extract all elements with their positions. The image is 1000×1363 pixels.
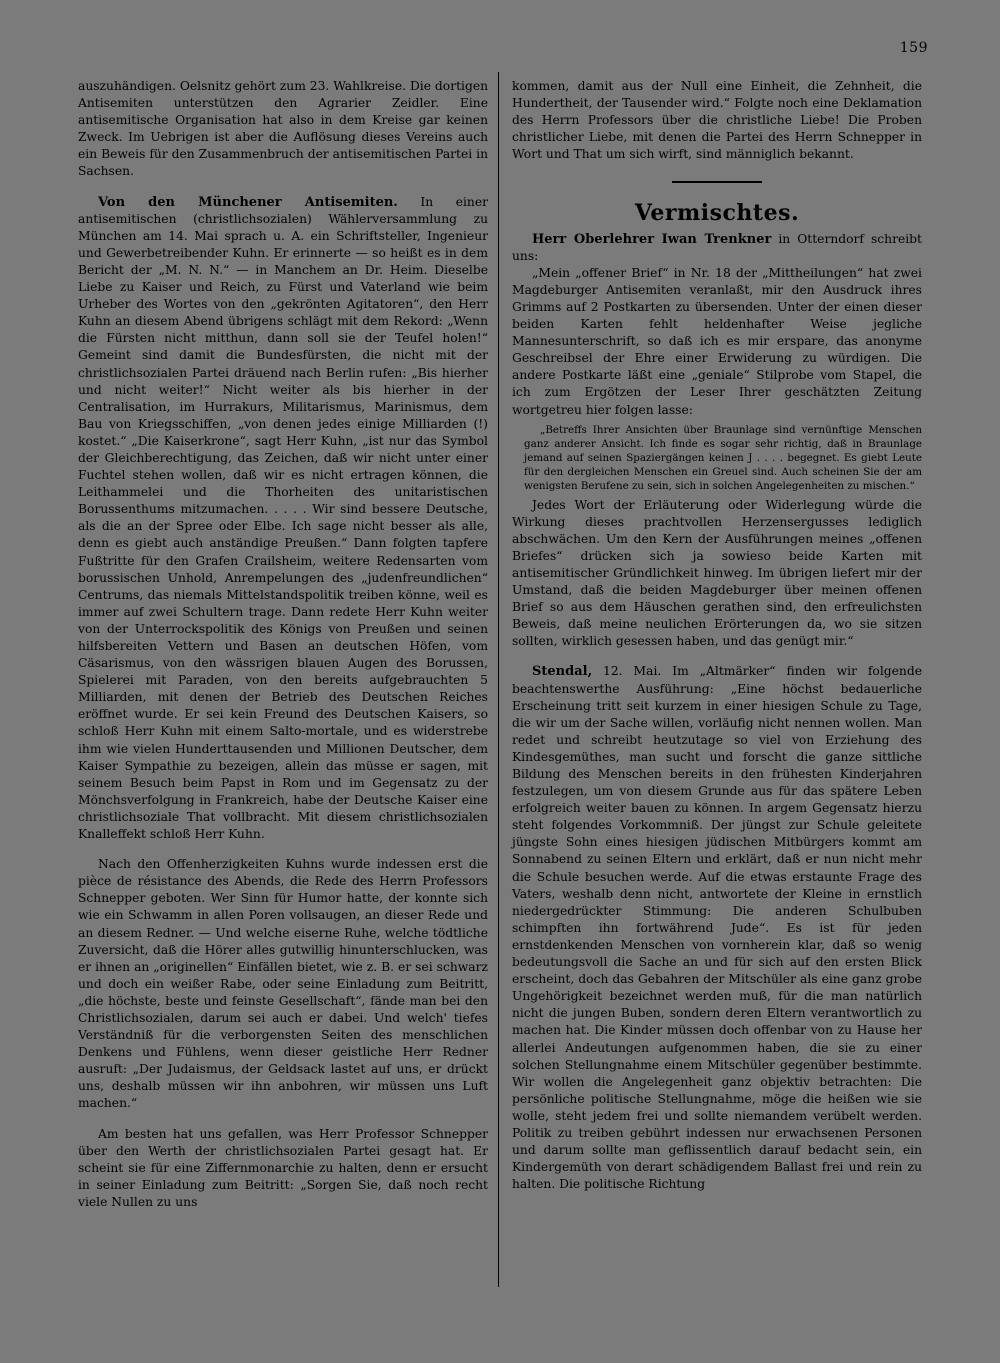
paragraph: Nach den Offenherzigkeiten Kuhns wurde indessen erst die pièce de résistance des Abends, die Rede des Herrn Professors Schnepper geboten. Wer Sinn für Humor hatte, der konnte sich wie ein Schwamm in allen Poren vollsaugen, an dieser Rede und an diesem Redner. — Und welche eiserne Ruhe, welche tödtliche Zuversicht, daß die Hörer alles gutwillig hinunterschlucken, was er ihnen an „originellen“ Einfällen bietet, wie z. B. er sei schwarz und doch ein weißer Rabe, oder seine Einladung zum Beitritt, „die höchste, beste und feinste Gesellschaft“, fände man bei den Christlichsozialen, darum sei auch er dabei. Und welch' tiefes Verständniß für die verborgensten Seiten des menschlichen Denkens und Fühlens, wenn dieser geistliche Herr Redner ausruft: „Der Judaismus, der Geldsack lastet auf uns, er drückt uns, deshalb müssen wir ihn anbohren, wir müssen uns Luft machen.“ bbox=[78, 857, 488, 1111]
article-headline: Von den Münchener Antisemiten. bbox=[98, 194, 398, 210]
article-headline: Herr Oberlehrer Iwan Trenkner bbox=[532, 231, 772, 247]
article-headline: Stendal, bbox=[532, 664, 593, 680]
section-title: Vermischtes. bbox=[634, 200, 800, 227]
paragraph bbox=[512, 231, 922, 265]
paragraph: auszuhändigen. Oelsnitz gehört zum 23. Wahlkreise. Die dortigen Antisemiten unterstützen den Agrarier Zeidler. Eine antisemitische Organisation hat also in dem Kreise gar keinen Zweck. Im Uebrigen ist aber die Auflösung dieses Vereins auch ein Beweis für den Zusammenbruch der antisemitischen Partei in Sachsen. bbox=[78, 79, 489, 179]
paragraph: Am besten hat uns gefallen, was Herr Professor Schnepper über den Werth der christlichsozialen Partei gesagt hat. Er scheint sie für eine Ziffernmonarchie zu halten, denn er ersucht in seiner Einladung zum Beitritt: „Sorgen Sie, daß noch recht viele Nullen zu uns bbox=[78, 1126, 488, 1209]
left-column bbox=[78, 78, 488, 1211]
paragraph-text: In einer antisemitischen (christlichsozialen) Wählerversammlung zu München am 14. Mai sprach u. A. ein Schriftsteller, Ingenieur und Gewerbetreibender Kuhn. Er erinnerte — so heißt es in dem Bericht der „M. N. N.“ — in Manchem an Dr. Heim. Dieselbe Liebe zu Kaiser und Reich, zu Fürst und Vaterland wie beim Urheber des Wortes von den „gekrönten Agitatoren“, den Herr Kuhn an diesem Abend übrigens schlägt mit dem Rekord: „Wenn die Fürsten nicht mitthun, dann soll sie der Teufel holen!“ Gemeint sind damit die Bundesfürsten, die nicht mit der christlichsozialen Partei dräuend nach Berlin rufen: „Bis hierher und nicht weiter!“ Nicht weiter als bis hierher in der Centralisation, im Hurrakurs, Militarismus, Marinismus, dem Bau von Kriegsschiffen, „von denen jedes einige Milliarden (!) kostet.“ „Die Kaiserkrone“, sagt Herr Kuhn, „ist nur das Symbol der Gleichberechtigung, das Zeichen, daß wir nicht unter einer Fuchtel stehen wollen, daß wir es nicht ertragen können, die Leithammelei und die Thorheiten des unitaristischen Borussenthums mitzumachen. . . . . Wir sind bessere Deutsche, als die an der Spree oder Elbe. Ich sage nicht besser als alle, denn es giebt auch anständige Preußen.“ Dann folgten tapfere Fußtritte für den Grafen Crailsheim, weitere Redensarten vom borussischen Unhold, Anrempelungen des „judenfreundlichen“ Centrums, das niemals Mittelstandspolitik treiben könne, weil es immer auf zwei Schultern trage. Dann redete Herr Kuhn weiter von der Unterrockspolitik des Königs von Preußen und seinen hilfsbereiten Vettern und Basen an deutschen Höfen, vom Cäsarismus, von den wässrigen blauen Augen des Borussen, Spielerei mit Paraden, von den bereits aufgebrauchten 5 Milliarden, mit denen der Betrieb des Deutschen Reiches eröffnet wurde. Er sei kein Freund des Deutschen Kaisers, so schloß Herr Kuhn mit einem Salto-mortale, und es widerstrebe ihm wie vielen Hunderttausenden und Millionen Deutscher, dem Kaiser Sympathie zu bezeigen, allein das müsse er sagen, mit seinem Besuch beim Papst in Rom und im Gegensatz zu der Mönchsverfolgung in Frankreich, habe der Deutsche Kaiser eine christlichsoziale That vollbracht. Mit diesem christlichsozialen Knalleffekt schloß Herr Kuhn. bbox=[78, 194, 488, 842]
paragraph bbox=[512, 663, 922, 1193]
paragraph bbox=[78, 194, 488, 844]
right-column bbox=[512, 78, 922, 1193]
column-divider bbox=[498, 72, 499, 1287]
paragraph-text: 12. Mai. Im „Altmärker“ finden wir folgende beachtenswerthe Ausführung: „Eine höchst bedauerliche Erscheinung tritt seit kurzem in einer hiesigen Schule zu Tage, die wir um der Sache willen, vorläufig nicht nennen wollen. Man redet und schreibt heutzutage so viel von Erziehung des Kindesgemüthes, man sucht und forscht die ganze sittliche Bildung des Menschen bereits in den frühesten Kinderjahren festzulegen, um von diesem Grunde aus für das spätere Leben erfolgreich weiter bauen zu können. In argem Gegensatz hierzu steht folgendes Vorkommniß. Der jüngst zur Schule geleitete jüngste Sohn eines hiesigen jüdischen Mitbürgers kommt am Sonnabend zu seinen Eltern und erklärt, daß er nun nicht mehr die Schule besuchen werde. Auf die etwas erstaunte Frage des Vaters, weshalb denn nicht, antwortete der Kleine in ernstlich niedergedrückter Stimmung: Die anderen Schulbuben schimpften ihn fortwährend Jude“. Es ist für jeden ernstdenkenden Menschen von vornherein klar, daß so wenig bedeutungsvoll die Sache an und für sich auf den ersten Blick erscheint, doch das Gebahren der Mitschüler als eine ganz grobe Ungehörigkeit bezeichnet werden muß, für die man natürlich nicht die jungen Buben, sondern deren Eltern verantwortlich zu machen hat. Die Kinder müssen doch offenbar von zu Hause her allerlei Andeutungen aufgenommen haben, die sie zu einer solchen Stellungnahme einem Mitschüler gegenüber bestimmte. Wir wollen die Angelegenheit ganz objektiv betrachten: Die persönliche politische Stellungnahme, möge die heißen wie sie wolle, steht jedem frei und sollte niemandem verübelt werden. Politik zu treiben gebührt indessen nur erwachsenen Personen und darum sollte man geflissentlich darauf bedacht sein, ein Kindergemüth von derart schädigendem Ballast frei und rein zu halten. Die politische Richtung bbox=[512, 664, 922, 1192]
paragraph: „Mein „offener Brief“ in Nr. 18 der „Mittheilungen“ hat zwei Magdeburger Antisemiten veranlaßt, mir den Ausdruck ihres Grimms auf 2 Postkarten zu übersenden. Unter der einen dieser beiden Karten fehlt heldenhafter Weise jegliche Mannesunterschrift, so daß ich es mir erspare, das anonyme Geschreibsel der Ehre einer Erwiderung zu würdigen. Die andere Postkarte läßt eine „geniale“ Stilprobe vom Stapel, die ich zum Ergötzen der Leser Ihrer geschätzten Zeitung wortgetreu hier folgen lasse: bbox=[512, 265, 922, 417]
paragraph-text: in Otterndorf schreibt uns: bbox=[512, 231, 922, 263]
page-number: 159 bbox=[899, 40, 928, 56]
section-rule bbox=[672, 181, 762, 183]
paragraph: Jedes Wort der Erläuterung oder Widerlegung würde die Wirkung dieses prachtvollen Herzensergusses lediglich abschwächen. Um den Kern der Ausführungen meines „offenen Briefes“ drücken sich ja sowieso beide Karten mit antisemitischer Gründlichkeit hinweg. Im übrigen liefert mir der Umstand, daß die beiden Magdeburger über meinen offenen Brief so aus dem Häuschen gerathen sind, den erfreulichsten Beweis, daß meine neulichen Erörterungen da, wo sie sitzen sollten, wirklich gesessen haben, und das genügt mir.“ bbox=[512, 497, 922, 649]
paragraph: kommen, damit aus der Null eine Einheit, die Zehnheit, die Hundertheit, der Tausender wird.“ Folgte noch eine Deklamation des Herrn Professors über die christliche Liebe! Die Proben christlicher Liebe, mit denen die Partei des Herrn Schnepper in Wort und That um sich wirft, sind männiglich bekannt. bbox=[512, 79, 922, 162]
quoted-postcard: „Betreffs Ihrer Ansichten über Braunlage sind vernünftige Menschen ganz anderer Ansicht. Ich finde es sogar sehr richtig, daß in Braunlage jemand auf seinen Spaziergängen keinen J . . . . begegnet. Es giebt Leute für den dergleichen Menschen ein Greuel sind. Auch scheinen Sie der am wenigsten Berufene zu sein, sich in solchen Angelegenheiten zu mischen.“ bbox=[524, 423, 922, 492]
